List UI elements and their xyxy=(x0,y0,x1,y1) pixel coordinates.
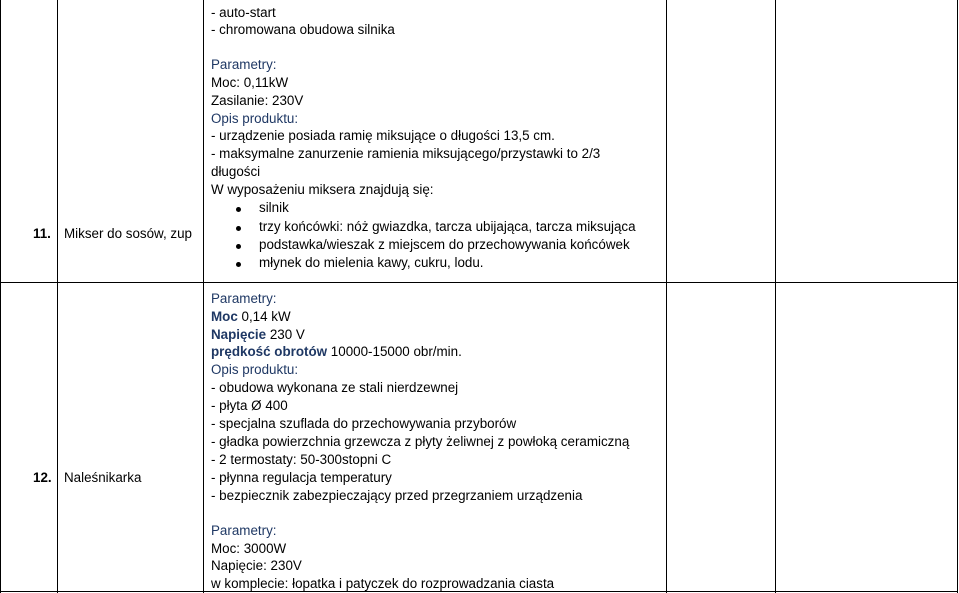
column-divider-1 xyxy=(57,0,58,593)
bullet-item: trzy końcówki: nóż gwiazdka, tarcza ubijająca, tarcza miksująca xyxy=(259,219,636,234)
feature-line: - auto-start xyxy=(211,5,276,20)
feature-line: - chromowana obudowa silnika xyxy=(211,22,395,37)
description-line: długości xyxy=(211,164,261,179)
bullet-icon xyxy=(236,207,241,212)
table-border-right xyxy=(957,0,958,593)
description-line: - maksymalne zanurzenie ramienia miksującego/przystawki to 2/3 xyxy=(211,146,601,161)
bullet-item: podstawka/wieszak z miejscem do przechowywania końcówek xyxy=(259,237,630,252)
param-line xyxy=(211,326,305,344)
description-line: - gładka powierzchnia grzewcza z płyty żeliwnej z powłoką ceramiczną xyxy=(211,434,630,449)
bullet-icon xyxy=(236,226,241,231)
params-header: Parametry: xyxy=(211,523,277,538)
bullet-item: młynek do mielenia kawy, cukru, lodu. xyxy=(259,255,484,270)
param-value: 0,14 kW xyxy=(237,309,291,324)
param-line: w komplecie: łopatka i patyczek do rozprowadzania ciasta xyxy=(211,576,555,591)
description-line: - urządzenie posiada ramię miksujące o długości 13,5 cm. xyxy=(211,128,555,143)
param-line: Moc: 0,11kW xyxy=(211,75,289,90)
row-divider xyxy=(0,282,958,283)
description-line: - 2 termostaty: 50-300stopni C xyxy=(211,452,392,467)
param-line: Napięcie: 230V xyxy=(211,558,302,573)
param-line: Zasilanie: 230V xyxy=(211,93,304,108)
column-divider-4 xyxy=(775,0,776,593)
description-line: - płynna regulacja temperatury xyxy=(211,470,392,485)
description-line: - specjalna szuflada do przechowywania przyborów xyxy=(211,416,517,431)
description-line: - płyta Ø 400 xyxy=(211,398,288,413)
row-number: 12. xyxy=(33,470,52,485)
param-line xyxy=(211,308,291,326)
param-line: Moc: 3000W xyxy=(211,541,287,556)
bullet-item: silnik xyxy=(259,200,289,215)
param-value: 230 V xyxy=(266,327,305,342)
description-header: Opis produktu: xyxy=(211,111,299,126)
column-divider-2 xyxy=(203,0,204,593)
description-header: Opis produktu: xyxy=(211,362,299,377)
param-label: Moc xyxy=(211,309,238,324)
product-name: Mikser do sosów, zup xyxy=(64,226,193,241)
column-divider-3 xyxy=(666,0,667,593)
params-header: Parametry: xyxy=(211,57,277,72)
param-line xyxy=(211,343,462,361)
description-line: - bezpiecznik zabezpieczający przed przegrzaniem urządzenia xyxy=(211,488,583,503)
param-value: 10000-15000 obr/min. xyxy=(327,344,462,359)
product-name: Naleśnikarka xyxy=(64,470,142,485)
param-label: prędkość obrotów xyxy=(211,344,328,359)
params-header: Parametry: xyxy=(211,291,277,306)
row-number: 11. xyxy=(33,226,51,241)
bullet-icon xyxy=(236,262,241,267)
param-label: Napięcie xyxy=(211,327,267,342)
description-line: - obudowa wykonana ze stali nierdzewnej xyxy=(211,380,459,395)
table-border-left xyxy=(0,0,1,593)
description-line: W wyposażeniu miksera znajdują się: xyxy=(211,182,434,197)
bullet-icon xyxy=(236,244,241,249)
